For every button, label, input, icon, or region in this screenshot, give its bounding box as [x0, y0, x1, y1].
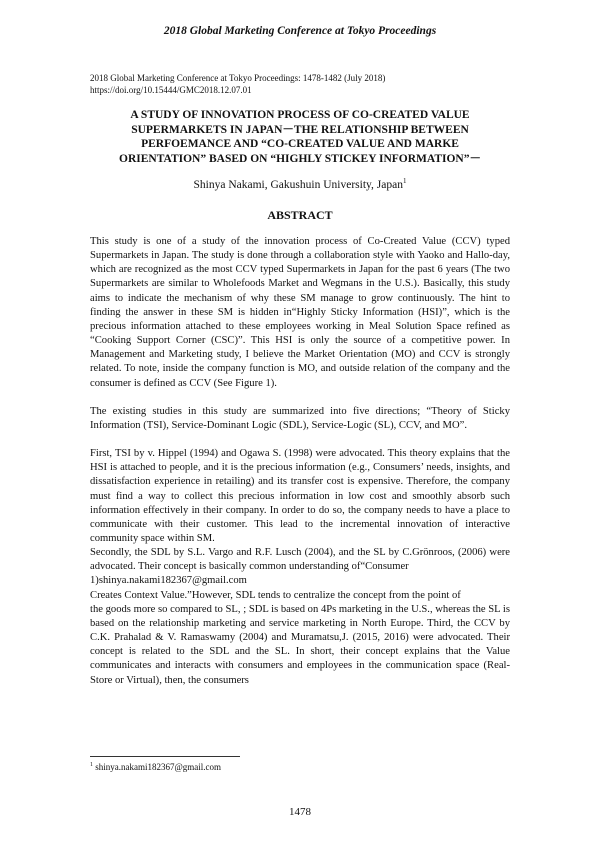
paper-title [90, 108, 510, 166]
footnote-divider [90, 756, 240, 757]
paragraph: the goods more so compared to SL, ; SDL is based on 4Ps marketing in the U.S., whereas the SL is based on the relationship marketing and service marketing in North Europe. Third, the CCV by C.K. Prahalad & V. Ramaswamy (2004) and Muramatsu,J. (2015, 2016) were advocated. Their concept is related to the SDL and the SL. In short, their concept explains that the Value communicates and interacts with consumers and employees in the communication space (Real-Store or Virtual), then, the consumers [90, 603, 510, 686]
title-line: PERFOEMANCE AND “CO-CREATED VALUE AND MARKE [141, 138, 459, 150]
paragraph: First, TSI by v. Hippel (1994) and Ogawa S. (1998) were advocated. This theory explains that the HSI is attached to people, and it is the precious information (e.g., Consumers’ needs, insights, and dissatisfaction experience in retailing) and its transfer cost is expensive. Therefore, the company must find a way to collect this precious information in low cost and smoothly absorb such information effectively in their company. In order to do so, the company needs to have a place to communicate with their customer. This lead to the incremental innovation of interactive community space within SM. [90, 448, 510, 544]
author-name: Shinya Nakami, Gakushuin University, Japan [193, 178, 403, 191]
abstract-heading: ABSTRACT [267, 208, 333, 222]
abstract-body [90, 235, 510, 688]
page-number: 1478 [289, 806, 311, 818]
title-line: SUPERMARKETS IN JAPAN－THE RELATIONSHIP BETWEEN [131, 123, 469, 136]
paragraph: This study is one of a study of the innovation process of Co-Created Value (CCV) typed Supermarkets in Japan. The study is done through a collaboration style with Yaoko and Hallo-day, which are recognized as the most CCV typed Supermarkets in Japan for the past 6 years (The two Supermarkets are similar to Wholefoods Market and Wegmans in the U.S.). Basically, this study aims to indicate the mechanism of why these SM manage to grow continuously. The hint to finding the answer in these SM is hidden in“Highly Sticky Information (HSI)”, which is the precious information attached to these employees working in Meal Solution Space refined as “Cooking Support Corner (CSC)”. This HSI is only the source of a competitive power. In Management and Marketing study, I believe the Market Orientation (MO) and CCV is strongly related. To note, inside the company function is MO, and outside relation of the company and the consumer is defined as CCV (See Figure 1). [90, 236, 510, 389]
footnote-marker: 1 [90, 762, 93, 768]
footnote-marker[interactable]: 1 [402, 177, 407, 185]
author-line [90, 177, 510, 191]
paragraph: 1)shinya.nakami182367@gmail.com [90, 575, 247, 587]
doi-link[interactable]: https://doi.org/10.15444/GMC2018.12.07.01 [90, 84, 252, 95]
title-line: A STUDY OF INNOVATION PROCESS OF CO-CREATED VALUE [130, 109, 470, 121]
running-head: 2018 Global Marketing Conference at Tokyo Proceedings [163, 25, 437, 37]
paragraph: The existing studies in this study are summarized into five directions; “Theory of Sticky Information (TSI), Service-Dominant Logic (SDL), Service-Logic (SL), CCV, and MO”. [90, 405, 510, 431]
footnote [90, 762, 510, 772]
title-line: ORIENTATION” BASED ON “HIGHLY STICKEY INFORMATION”－ [119, 152, 481, 165]
footnote-email: shinya.nakami182367@gmail.com [93, 762, 222, 772]
citation-block [90, 73, 520, 96]
citation-line: 2018 Global Marketing Conference at Tokyo Proceedings: 1478-1482 (July 2018) [90, 73, 386, 83]
paragraph: Secondly, the SDL by S.L. Vargo and R.F. Lusch (2004), and the SL by C.Grönroos, (2006) were advocated. Their concept is basically common understanding of“Consumer [90, 547, 510, 573]
paragraph: Creates Context Value.”However, SDL tends to centralize the concept from the point of [90, 589, 461, 601]
